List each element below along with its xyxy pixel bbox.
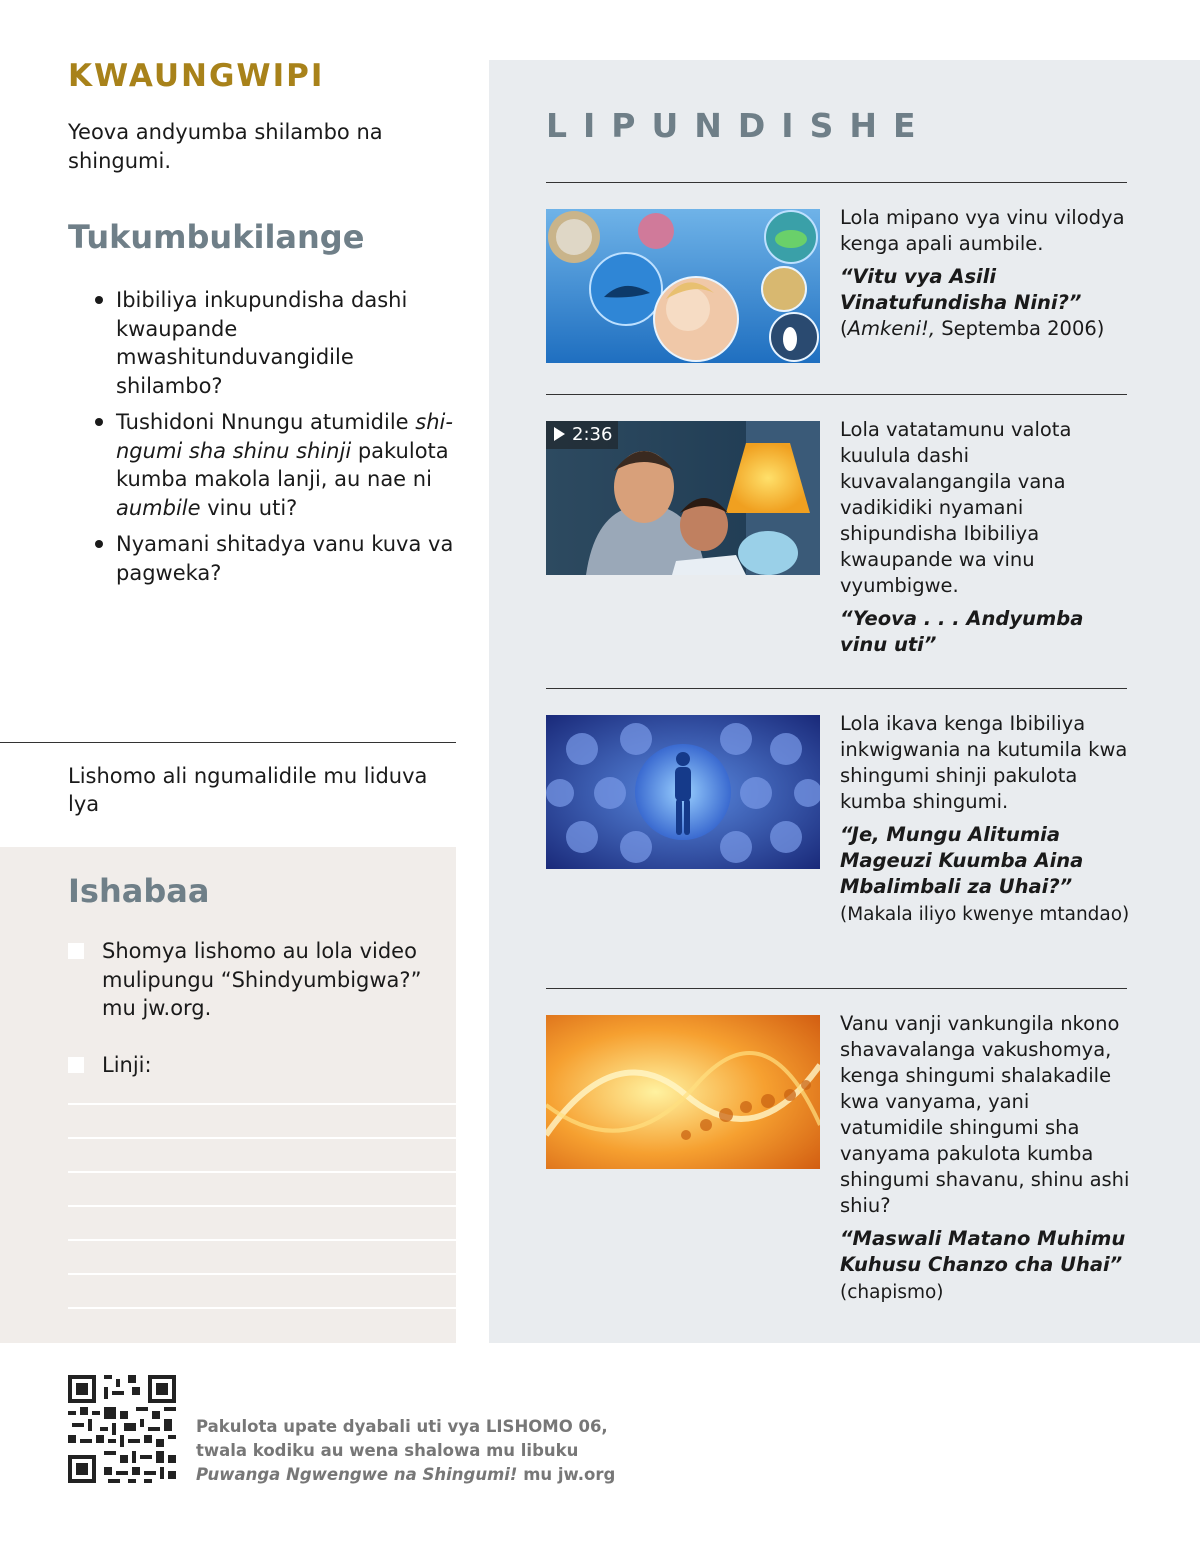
- evolution-illustration[interactable]: [546, 715, 820, 869]
- item-reference[interactable]: “Maswali Matano Muhimu Kuhusu Chanzo cha Uhai” (chapismo): [840, 1227, 1126, 1303]
- divider: [546, 688, 1127, 689]
- write-line[interactable]: [68, 1103, 456, 1105]
- task-heading: Ishabaa: [68, 872, 210, 910]
- write-line[interactable]: [68, 1273, 456, 1275]
- write-line[interactable]: [68, 1171, 456, 1173]
- play-icon: [554, 427, 565, 441]
- write-line[interactable]: [68, 1239, 456, 1241]
- checkbox[interactable]: [68, 1057, 84, 1073]
- item-reference[interactable]: “Vitu vya Asili Vinatufundisha Nini?” (Amkeni!, Septemba 2006): [840, 265, 1105, 340]
- dna-illustration[interactable]: [546, 1015, 820, 1169]
- item-description: Lola ikava kenga Ibibiliya inkwigwania na kutumila kwa shingumi shinji pakulota kumba shingumi.: [840, 712, 1128, 813]
- divider: [546, 988, 1127, 989]
- recall-item: Ibibiliya inkupundisha dashi kwaupande mwashitunduvangidile shilambo?: [88, 286, 460, 400]
- intro-text: Yeova andyumba shilambo na shingumi.: [68, 120, 383, 173]
- recall-heading: Tukumbukilange: [68, 218, 365, 256]
- video-duration-badge: 2:36: [546, 421, 618, 449]
- write-line[interactable]: [68, 1137, 456, 1139]
- research-heading: LIPUNDISHE: [546, 106, 932, 145]
- recall-item: Tushidoni Nnungu atumidile shingumi sha shinu shinji pakulota kumba makola lanji, au nae ni aumbile vinu uti?: [88, 408, 460, 522]
- divider: [546, 394, 1127, 395]
- lesson-completed-text: Lishomo ali ngumalidile mu liduva lya: [68, 764, 428, 816]
- item-description: Vanu vanji vankungila nkono shavavalanga vakushomya, kenga shingumi shalakadile kwa vanyama, yani vatumidile shingumi sha vanyama pakulota kumba shingumi shavanu, shinu ashi shiu?: [840, 1012, 1130, 1217]
- research-item: [840, 417, 1130, 658]
- recall-item: Nyamani shitadya vanu kuva va pagweka?: [88, 530, 460, 587]
- item-reference[interactable]: “Yeova . . . Andyumba vinu uti”: [840, 607, 1084, 656]
- divider: [546, 182, 1127, 183]
- qr-code[interactable]: [68, 1375, 176, 1483]
- item-description: Lola mipano vya vinu vilodya kenga apali aumbile.: [840, 206, 1125, 255]
- recall-list: [88, 286, 460, 595]
- research-item: [840, 711, 1130, 928]
- nature-collage-image[interactable]: [546, 209, 820, 363]
- task-item: Linji:: [68, 1051, 428, 1080]
- divider: [0, 742, 456, 743]
- research-item: [840, 205, 1130, 342]
- item-description: Lola vatatamunu valota kuulula dashi kuvavalangangila vana vadikidiki nyamani shipundisha Ibibiliya kwaupande wa vinu vyumbigwe.: [840, 418, 1072, 597]
- section-title: KWAUNGWIPI: [68, 58, 325, 94]
- task-panel: [0, 847, 456, 1343]
- research-item: [840, 1011, 1130, 1306]
- task-item: Shomya lishomo au lola video mulipungu “Shindyumbigwa?” mu jw.org.: [68, 937, 428, 1023]
- checkbox[interactable]: [68, 943, 84, 959]
- write-line[interactable]: [68, 1205, 456, 1207]
- footer-note: Pakulota upate dyabali uti vya LISHOMO 06, twala kodiku au wena shalowa mu libuku Puwanga Ngwengwe na Shingumi! mu jw.org: [196, 1417, 616, 1484]
- write-line[interactable]: [68, 1307, 456, 1309]
- item-reference[interactable]: “Je, Mungu Alitumia Mageuzi Kuumba Aina Mbalimbali za Uhai?” (Makala iliyo kwenye mtandao): [840, 823, 1130, 925]
